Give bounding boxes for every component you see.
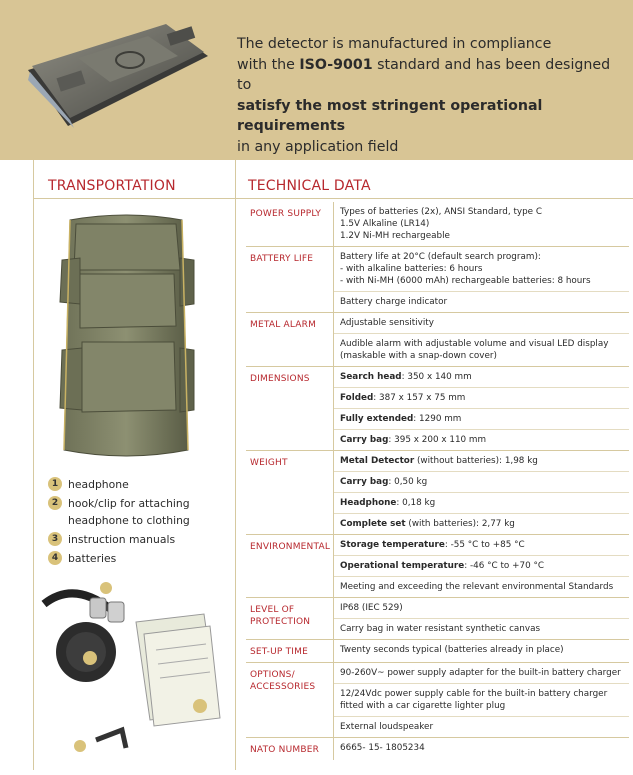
cell-line: fitted with a car cigarette lighter plug xyxy=(340,701,506,711)
banner-line-4: in any application field xyxy=(237,138,399,155)
cell xyxy=(334,247,629,292)
row-cells xyxy=(334,640,629,662)
cell-key: Operational temperature xyxy=(340,561,465,571)
legend-number: 2 xyxy=(48,496,62,510)
technical-data-title: TECHNICAL DATA xyxy=(248,178,371,194)
cell-value: : 395 x 200 x 110 mm xyxy=(388,435,487,445)
cell xyxy=(334,472,629,493)
cell-value: : 1290 mm xyxy=(413,414,462,424)
cell-line: Battery life at 20°C (default search program): xyxy=(340,252,541,262)
cell xyxy=(334,334,629,366)
legend-text: batteries xyxy=(68,552,117,565)
cell: Meeting and exceeding the relevant environmental Standards xyxy=(340,582,614,592)
row-metal-alarm xyxy=(246,313,629,367)
row-environmental xyxy=(246,535,629,598)
row-label-line: LEVEL OF xyxy=(250,605,295,615)
cell xyxy=(334,430,629,450)
legend-item xyxy=(48,531,233,548)
legend-number: 4 xyxy=(48,551,62,565)
row-cells xyxy=(334,451,629,534)
cell-key: Carry bag xyxy=(340,435,389,445)
legend xyxy=(48,476,233,569)
cell xyxy=(334,535,629,556)
row-cells xyxy=(334,535,629,597)
cell xyxy=(334,514,629,534)
cell: Battery charge indicator xyxy=(340,297,448,307)
cell-value: : -55 °C to +85 °C xyxy=(444,540,525,550)
divider xyxy=(34,198,235,199)
cell xyxy=(334,367,629,388)
row-cells xyxy=(334,738,629,760)
row-label: METAL ALARM xyxy=(246,313,334,366)
row-label: BATTERY LIFE xyxy=(246,247,334,312)
row-cells xyxy=(334,247,629,312)
row-nato-number xyxy=(246,738,629,760)
cell xyxy=(334,451,629,472)
legend-item xyxy=(48,550,233,567)
banner-line-2-post: standard and has been designed to xyxy=(237,56,611,93)
row-battery-life xyxy=(246,247,629,313)
cell: 90-260V~ power supply adapter for the built-in battery charger xyxy=(334,663,629,684)
cell xyxy=(334,493,629,514)
cell-value: : 0,50 kg xyxy=(388,477,428,487)
cell-key: Search head xyxy=(340,372,402,382)
legend-text: instruction manuals xyxy=(68,533,176,546)
row-label: ENVIRONMENTAL xyxy=(246,535,334,597)
cell-key: Metal Detector xyxy=(340,456,415,466)
cell-value: : 387 x 157 x 75 mm xyxy=(373,393,466,403)
legend-number: 1 xyxy=(48,477,62,491)
row-label: DIMENSIONS xyxy=(246,367,334,450)
row-options xyxy=(246,663,629,738)
cell-line: 1.5V Alkaline (LR14) xyxy=(340,219,430,229)
banner-line-2 xyxy=(237,55,627,96)
cell: External loudspeaker xyxy=(340,722,434,732)
cell-key: Folded xyxy=(340,393,374,403)
banner-text xyxy=(237,34,627,157)
cell-line: 1.2V Ni-MH rechargeable xyxy=(340,231,450,241)
row-cells xyxy=(334,663,629,737)
accessories-photo xyxy=(34,580,234,770)
row-label-line: PROTECTION xyxy=(250,617,311,627)
cell: IP68 (IEC 529) xyxy=(334,598,629,619)
cell xyxy=(334,684,629,717)
banner-line-2-pre: with the xyxy=(237,56,300,73)
row-label-line: ACCESSORIES xyxy=(250,682,316,692)
row-label: SET-UP TIME xyxy=(246,640,334,662)
cell-key: Fully extended xyxy=(340,414,414,424)
cell-value: : 350 x 140 mm xyxy=(401,372,472,382)
row-label-line: OPTIONS/ xyxy=(250,670,295,680)
cell-key: Storage temperature xyxy=(340,540,445,550)
cell xyxy=(334,409,629,430)
cell-line: Audible alarm with adjustable volume and visual LED display xyxy=(340,339,609,349)
row-label: POWER SUPPLY xyxy=(246,202,334,246)
banner-line-3-bold: satisfy the most stringent operational requirements xyxy=(237,97,543,134)
row-weight xyxy=(246,451,629,535)
row-cells xyxy=(334,202,629,246)
cell-value: (with batteries): 2,77 kg xyxy=(405,519,515,529)
row-protection xyxy=(246,598,629,640)
header-banner xyxy=(0,0,633,160)
cell-line: - with Ni-MH (6000 mAh) rechargeable batteries: 8 hours xyxy=(340,276,591,286)
technical-data-table xyxy=(246,202,629,760)
cell-value: : 0,18 kg xyxy=(396,498,436,508)
legend-item xyxy=(48,495,233,529)
cell xyxy=(334,202,629,246)
cell xyxy=(334,388,629,409)
row-cells xyxy=(334,598,629,639)
carry-bag-photo xyxy=(56,210,196,470)
cell: 6665- 15- 1805234 xyxy=(340,743,425,753)
cell-value: : -46 °C to +70 °C xyxy=(464,561,545,571)
cell: Carry bag in water resistant synthetic canvas xyxy=(340,624,541,634)
cell-line: (maskable with a snap-down cover) xyxy=(340,351,497,361)
row-setup-time xyxy=(246,640,629,663)
row-cells xyxy=(334,313,629,366)
banner-line-1: The detector is manufactured in compliance xyxy=(237,36,552,52)
cell: Adjustable sensitivity xyxy=(334,313,629,334)
banner-line-3 xyxy=(237,96,627,137)
legend-item xyxy=(48,476,233,493)
row-cells xyxy=(334,367,629,450)
legend-text: hook/clip for attaching headphone to clothing xyxy=(68,497,190,527)
cell-line: Types of batteries (2x), ANSI Standard, type C xyxy=(340,207,543,217)
row-label: WEIGHT xyxy=(246,451,334,534)
row-dimensions xyxy=(246,367,629,451)
row-power-supply xyxy=(246,202,629,247)
divider xyxy=(236,198,633,199)
row-label xyxy=(246,598,334,639)
row-label: NATO NUMBER xyxy=(246,738,334,760)
cell-line: - with alkaline batteries: 6 hours xyxy=(340,264,483,274)
cell: Twenty seconds typical (batteries already in place) xyxy=(340,645,564,655)
cell-key: Complete set xyxy=(340,519,406,529)
row-label xyxy=(246,663,334,737)
metal-detector-photo xyxy=(18,8,218,138)
cell-key: Headphone xyxy=(340,498,397,508)
legend-number: 3 xyxy=(48,532,62,546)
banner-iso: ISO-9001 xyxy=(299,56,373,73)
legend-text: headphone xyxy=(68,478,129,491)
cell-line: 12/24Vdc power supply cable for the built-in battery charger xyxy=(340,689,608,699)
transportation-panel xyxy=(33,160,236,770)
cell xyxy=(334,556,629,577)
cell-key: Carry bag xyxy=(340,477,389,487)
cell-value: (without batteries): 1,98 kg xyxy=(414,456,538,466)
transportation-title: TRANSPORTATION xyxy=(48,178,176,194)
